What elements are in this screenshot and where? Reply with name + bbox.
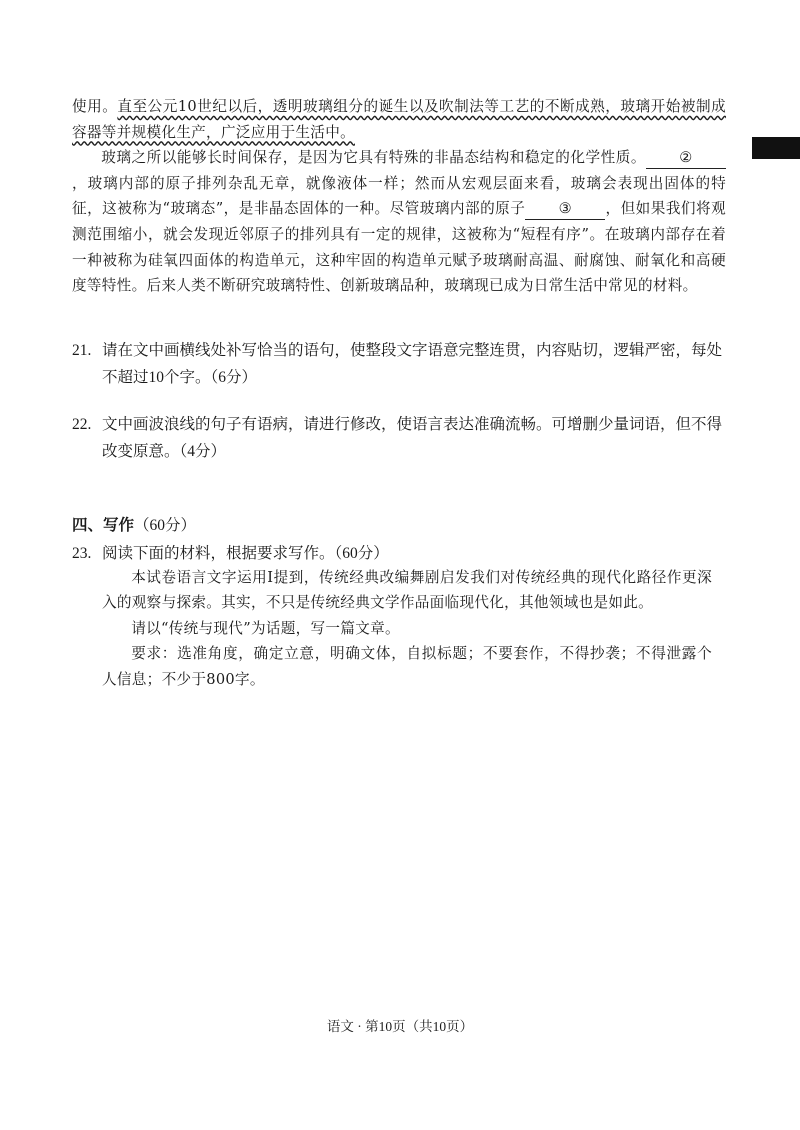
question-number: 23. (72, 545, 92, 562)
material-requirements: 要求：选准角度，确定立意，明确文体，自拟标题；不要套作，不得抄袭；不得泄露个人信息；不少于800字。 (102, 645, 712, 688)
blank-3: ③ (525, 199, 605, 220)
section-score: （60分） (134, 517, 197, 534)
passage-p2-sentence-3: ，但如果我们将观测范围缩小，就会发现近邻原子的排列具有一定的规律，这被称为“短程有序”。在玻璃内部存在着一种被称为硅氧四面体的构造单元，这种牢固的构造单元赋予玻璃耐高温、耐腐蚀、耐氧化和高硬度等特性。后来人类不断研究玻璃特性、创新玻璃品种，玻璃现已成为日常生活中常见的材料。 (72, 200, 726, 295)
question-text: 文中画波浪线的句子有语病，请进行修改，使语言表达准确流畅。可增删少量词语，但不得改变原意。（4分） (102, 416, 723, 460)
page-edge-marker (752, 137, 800, 159)
question-text: 请在文中画横线处补写恰当的语句，使整段文字语意完整连贯，内容贴切，逻辑严密，每处不超过10个字。（6分） (102, 342, 723, 386)
question-number: 22. (72, 416, 92, 433)
passage-p1-start: 使用。 (72, 98, 118, 115)
section-title: 四、写作 (72, 517, 135, 534)
question-22 (72, 411, 726, 465)
question-text: 阅读下面的材料，根据要求写作。（60分） (102, 545, 389, 562)
material-paragraph-1: 本试卷语言文字运用Ⅰ提到，传统经典改编舞剧启发我们对传统经典的现代化路径作更深入的观察与探索。其实，不只是传统经典文学作品面临现代化，其他领域也是如此。 (102, 569, 712, 612)
question-23 (72, 540, 726, 567)
writing-material (102, 565, 712, 692)
page-footer: 语文 · 第10页（共10页） (326, 1019, 474, 1034)
passage-p2-sentence-2: ，玻璃内部的原子排列杂乱无章，就像液体一样；然而从宏观层面来看，玻璃会表现出固体的特征，这被称为“玻璃态”，是非晶态固体的一种。尽管玻璃内部的原子 (72, 174, 726, 218)
wavy-underlined-sentence: 直至公元10世纪以后，透明玻璃组分的诞生以及吹制法等工艺的不断成熟，玻璃开始被制成容器等并规模化生产，广泛应用于生活中。 (72, 98, 727, 141)
question-21 (72, 337, 726, 391)
reading-passage (72, 94, 726, 299)
passage-paragraph-1 (72, 94, 726, 145)
blank-2: ② (646, 148, 726, 169)
passage-p2-sentence-1: 玻璃之所以能够长时间保存，是因为它具有特殊的非晶态结构和稳定的化学性质。 (101, 149, 646, 167)
section-title-writing (72, 514, 196, 538)
material-paragraph-2: 请以“传统与现代”为话题，写一篇文章。 (131, 619, 400, 637)
question-number: 21. (72, 342, 92, 359)
passage-paragraph-2 (72, 145, 726, 299)
